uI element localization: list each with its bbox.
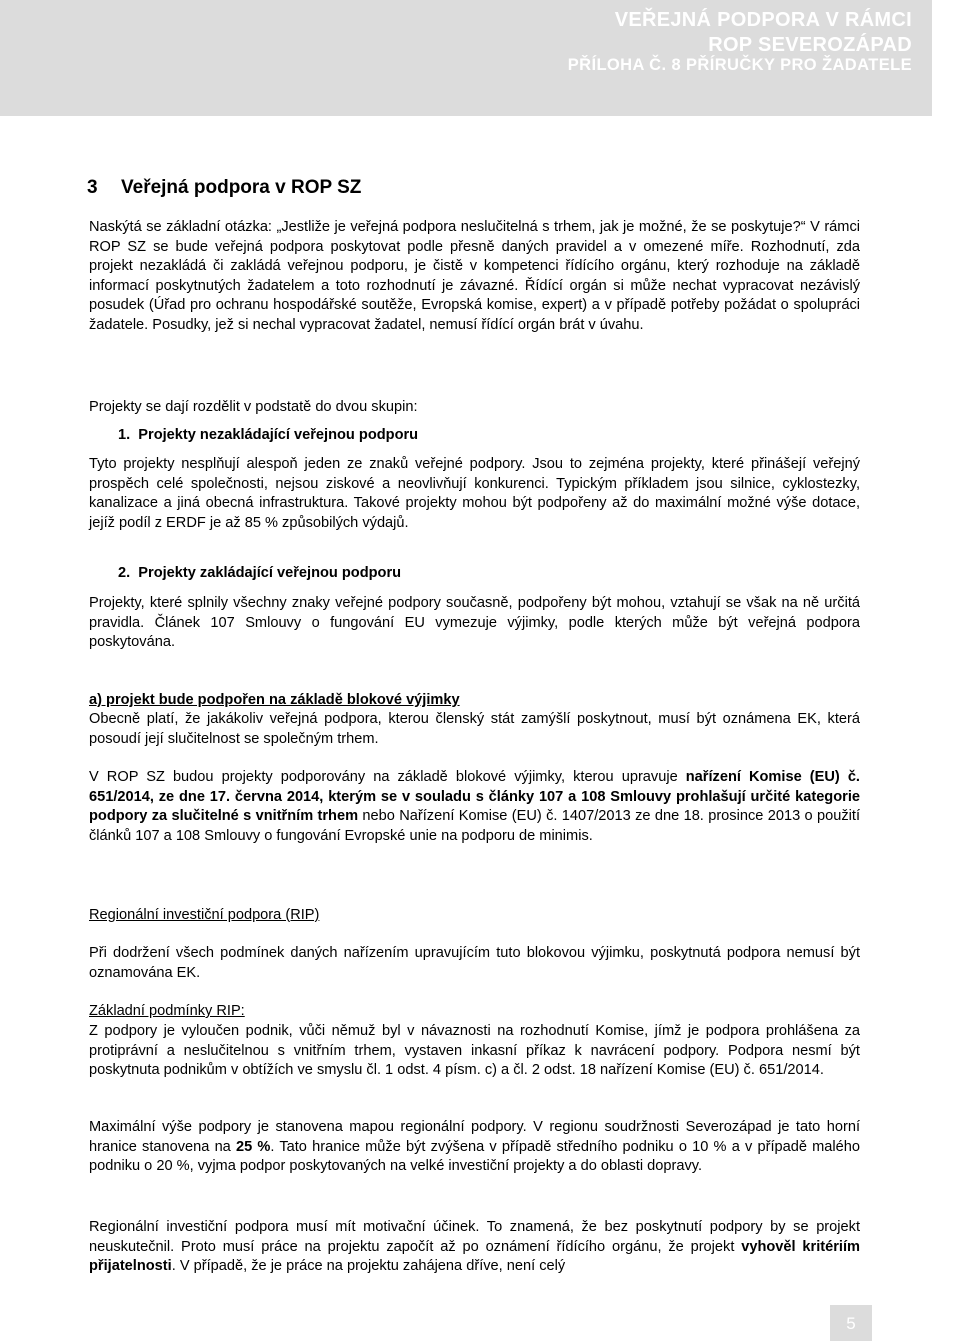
- subsection-a-title: a) projekt bude podpořen na základě blokové výjimky: [89, 692, 460, 708]
- subsection-a-text: Obecně platí, že jakákoliv veřejná podpora, kterou členský stát zamýšlí poskytnout, musí být oznámena EK, která posoudí její slučitelnost se společným trhem.: [89, 711, 860, 747]
- group2-title: Projekty zakládající veřejnou podporu: [138, 565, 402, 581]
- p5-after: . V případě, že je práce na projektu zahájena dříve, není celý: [171, 1258, 566, 1274]
- group2-number: 2.: [118, 565, 131, 581]
- p3-bold: nařízení Komise (EU) č. 651/2014, ze dne 17. června 2014, kterým se v souladu s články 107 a 108 Smlouvy prohlašují určité kategorie podpory za slučitelné s vnitřním trhem: [89, 769, 860, 824]
- group1-title: Projekty nezakládající veřejnou podporu: [138, 427, 419, 443]
- rip-text: Při dodržení všech podmínek daných nařízením upravujícím tuto blokovou výjimku, poskytnutá podpora nemusí být oznamována EK.: [89, 945, 860, 981]
- p5-before: Regionální investiční podpora musí mít motivační účinek. To znamená, že bez poskytnutí podpory by se projekt neuskutečnil. Proto musí práce na projektu započít až po oznámení řídícího orgánu, že projekt: [89, 1219, 860, 1255]
- rip-title: Regionální investiční podpora (RIP): [89, 907, 320, 923]
- paragraph-intro: Naskýtá se základní otázka: „Jestliže je veřejná podpora neslučitelná s trhem, jak je možné, že se poskytuje?“ V rámci ROP SZ se bude veřejná podpora poskytovat podle přesně daných pravidel a v omezené míře. Rozhodnutí, zda projekt nezakládá či zakládá veřejnou podporu, je čistě v kompetenci řídícího orgánu, který rozhoduje na základě informací poskytnutých žadatelem a toto rozhodnutí je závazné. Řídící orgán si může nechat vypracovat nezávislý posudek (Úřad pro ochranu hospodářské soutěže, Evropská komise, expert) a v případě potřeby požádat o spolupráci žadatele. Posudky, jež si nechal vypracovat žadatel, nemusí řídící orgán brát v úvahu.: [89, 219, 860, 333]
- p4-after: . Tato hranice může být zvýšena v případě středního podniku o 10 % a v případě malého podniku o 20 %, vyjma podpor poskytovaných na velké investiční projekty a do oblasti dopravy.: [89, 1138, 861, 1174]
- section-heading: [87, 178, 361, 198]
- header-subtitle: PŘÍLOHA Č. 8 PŘÍRUČKY PRO ŽADATELE: [567, 56, 912, 74]
- group1-number: 1.: [118, 427, 131, 443]
- group1-heading: [118, 426, 889, 446]
- p5-bold: vyhověl kritériím přijatelnosti: [89, 1238, 860, 1274]
- group2-text: Projekty, které splnily všechny znaky veřejné podpory současně, podpořeny být mohou, vztahují se však na ně určitá pravidla. Článek 107 Smlouvy o fungování EU vymezuje výjimky, podle kterých může být veřejná podpora poskytována.: [89, 595, 860, 650]
- header-title-line1: VEŘEJNÁ PODPORA V RÁMCI: [614, 9, 912, 31]
- paragraph-motivation: [89, 1218, 860, 1277]
- paragraph-max-support: [89, 1118, 860, 1177]
- group2-heading: [118, 564, 889, 584]
- section-number: 3: [87, 177, 98, 198]
- group1-text: Tyto projekty nesplňují alespoň jeden ze znaků veřejné podpory. Jsou to zejména projekty, které přinášejí veřejný prospěch celé společnosti, nejsou ziskové a neovlivňují konkurenci. Typickým příkladem jsou silnice, cyklostezky, kanalizace a jiná obecná infrastruktura. Takové projekty mohou být podpořeny až do maximální možné výše dotace, jejíž podíl z ERDF je až 85 % způsobilých výdajů.: [89, 456, 860, 531]
- conditions-text: Z podpory je vyloučen podnik, vůči němuž byl v návaznosti na rozhodnutí Komise, jímž je podpora prohlášena za protiprávní a neslučitelnou s vnitřním trhem, vystaven inkasní příkaz k navrácení podpory. Podpora nesmí být poskytnuta podnikům v obtížích ve smyslu čl. 1 odst. 4 písm. c) a čl. 2 odst. 18 nařízení Komise (EU) č. 651/2014.: [89, 1023, 860, 1078]
- conditions-title: Základní podmínky RIP:: [89, 1003, 245, 1019]
- header-title-line2: ROP SEVEROZÁPAD: [708, 34, 912, 56]
- p3-after: nebo Nařízení Komise (EU) č. 1407/2013 ze dne 18. prosince 2013 o použití článků 107 a 108 Smlouvy o fungování Evropské unie na podporu de minimis.: [89, 808, 860, 844]
- page-number: 5: [846, 1314, 856, 1333]
- p4-before: Maximální výše podpory je stanovena mapou regionální podpory. V regionu soudržnosti Severozápad je tato horní hranice stanovena na: [89, 1119, 860, 1155]
- section-title: Veřejná podpora v ROP SZ: [121, 177, 362, 198]
- p3-before: V ROP SZ budou projekty podporovány na základě blokové výjimky, kterou upravuje: [89, 769, 686, 785]
- paragraph-block-exemption: [89, 768, 860, 846]
- p4-bold: 25 %: [235, 1138, 271, 1155]
- paragraph-groups-intro: Projekty se dají rozdělit v podstatě do dvou skupin:: [89, 399, 418, 415]
